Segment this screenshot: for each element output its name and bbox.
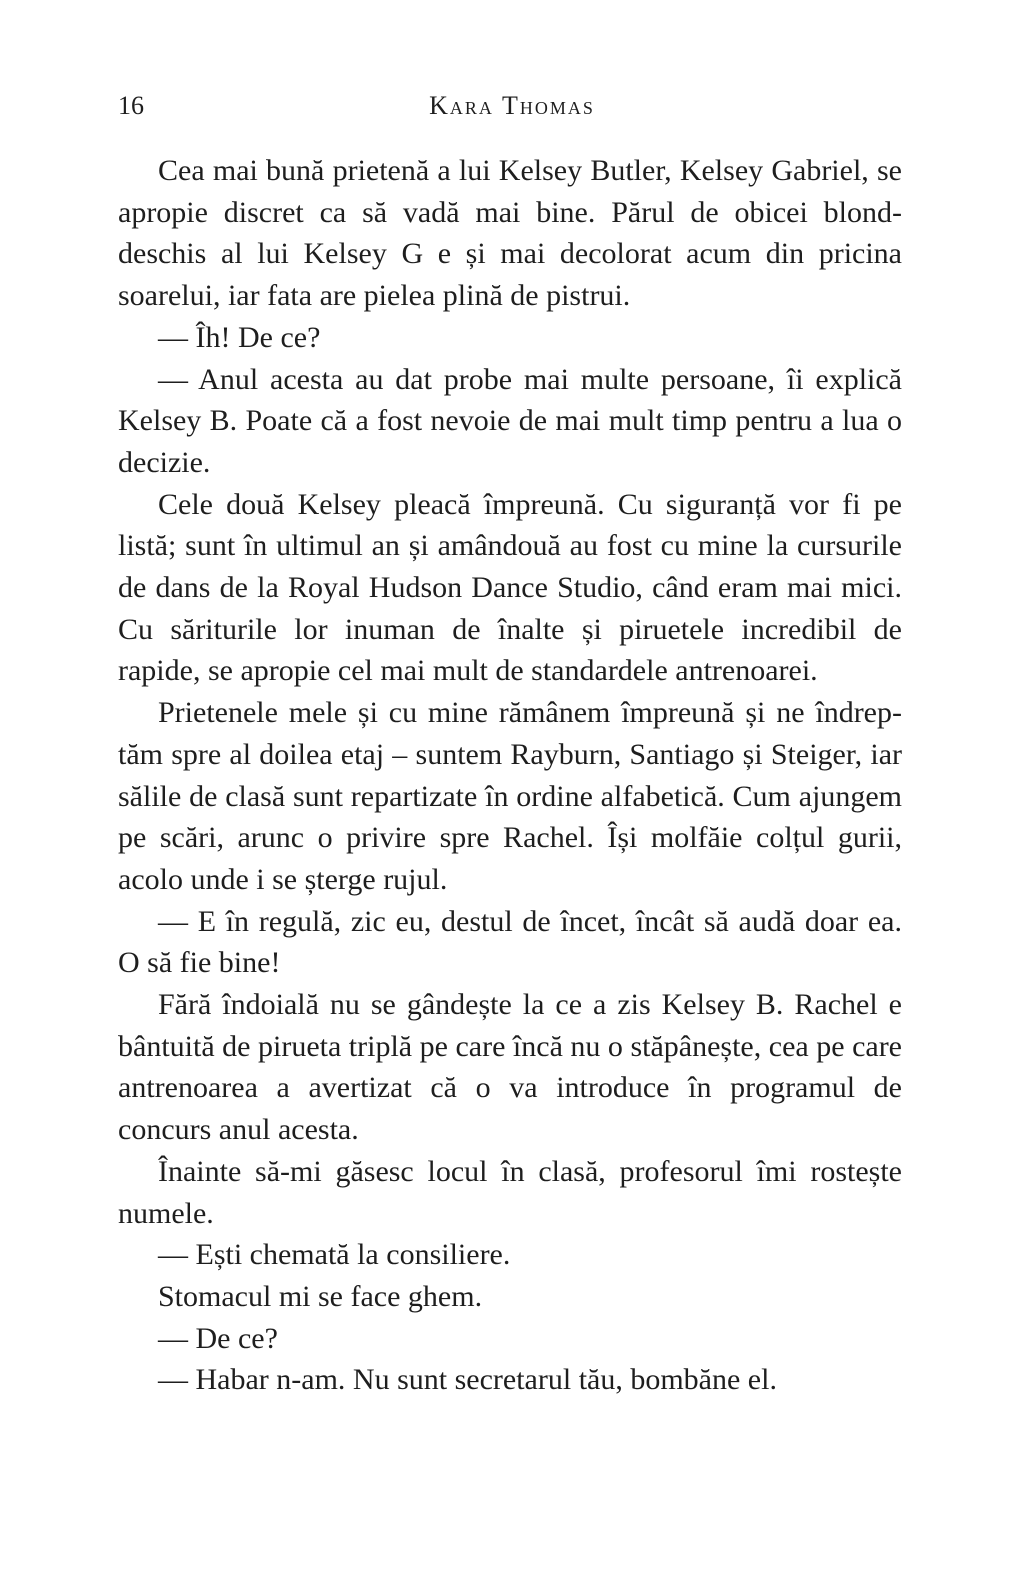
running-head: Kara Thomas — [429, 91, 595, 120]
paragraph: — Anul acesta au dat probe mai multe persoane, îi explică Kelsey B. Poate că a fost nevoie de mai mult timp pentru a lua o decizie. — [118, 362, 902, 479]
paragraph: — Ești chemată la consiliere. — [158, 1238, 511, 1272]
page-number: 16 — [118, 91, 144, 120]
paragraph: Stomacul mi se face ghem. — [158, 1279, 483, 1313]
paragraph: Prietenele mele și cu mine rămânem împreună și ne îndreptăm spre al doilea etaj – suntem Rayburn, Santiago și Steiger, iar sălile de clasă sunt repartizate în ordine alfabetică. Cum ajungem pe scări, arunc o privire spre Rachel. Își molfăie colțul gurii, acolo unde i se șterge rujul. — [118, 696, 902, 896]
paragraph: Cele două Kelsey pleacă împreună. Cu siguranță vor fi pe listă; sunt în ultimul an și amândouă au fost cu mine la cursurile de dans de la Royal Hudson Dance Studio, când eram mai mici. Cu săriturile lor inuman de înalte și piruetele incredibil de rapide, se apropie cel mai mult de standardele antrenoarei. — [118, 487, 902, 688]
paragraph: — E în regulă, zic eu, destul de încet, încât să audă doar ea. O să fie bine! — [118, 904, 902, 980]
paragraph: — Îh! De ce? — [158, 320, 321, 354]
paragraph: — De ce? — [158, 1321, 278, 1355]
paragraph: — Habar n-am. Nu sunt secretarul tău, bombăne el. — [158, 1363, 777, 1397]
paragraph: Cea mai bună prietenă a lui Kelsey Butler, Kelsey Gabriel, se apropie discret ca să vadă mai bine. Părul de obicei blond-deschis al lui Kelsey G e și mai decolorat acum din pricina soarelui, iar fata are pielea plină de pistrui. — [118, 154, 902, 313]
body-text — [118, 150, 902, 1401]
paragraph: Fără îndoială nu se gândește la ce a zis Kelsey B. Rachel e bântuită de pirueta triplă pe care încă nu o stăpânește, cea pe care antrenoarea a avertizat că o va introduce în programul de concurs anul acesta. — [118, 988, 902, 1147]
paragraph: Înainte să-mi găsesc locul în clasă, profesorul îmi rostește numele. — [118, 1154, 902, 1230]
